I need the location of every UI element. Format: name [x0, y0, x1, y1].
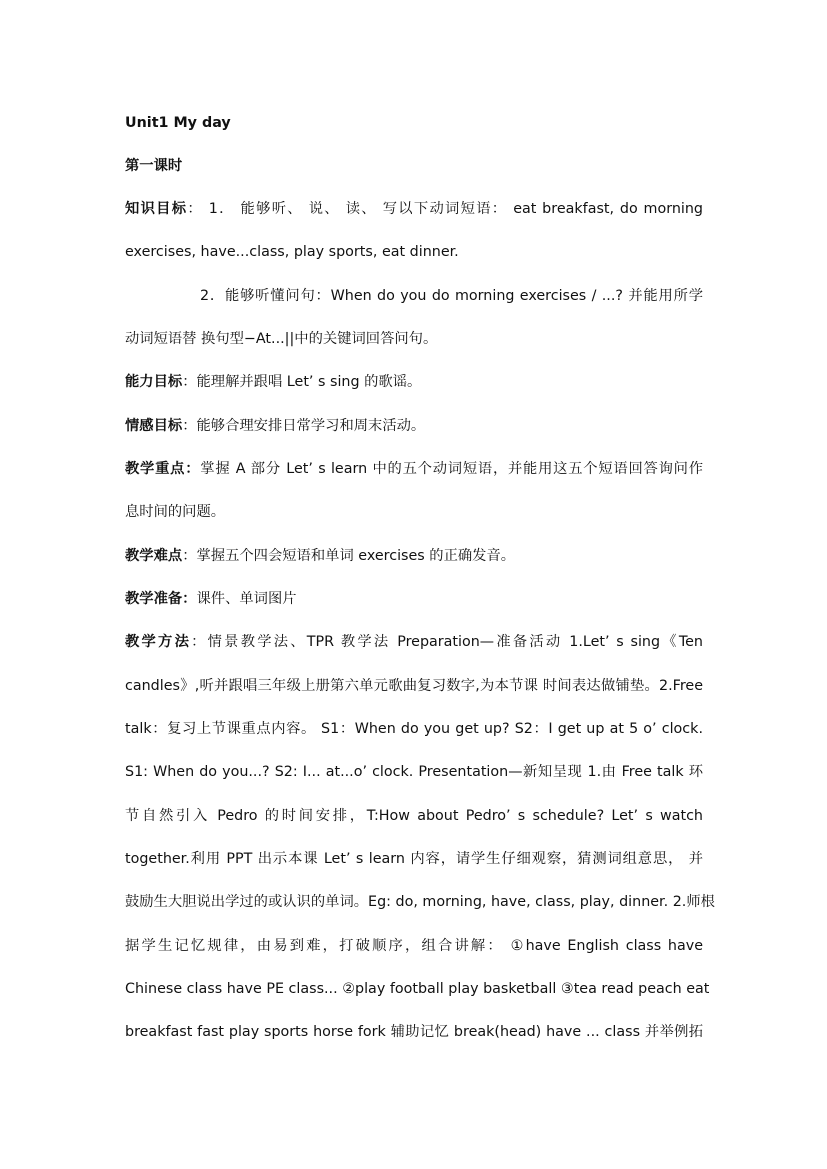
- teaching-difficulty-label: 教学难点: [125, 548, 183, 564]
- doc-title: Unit1 My day: [125, 115, 231, 131]
- method-body-line: Chinese class have PE class... ②play football play basketball ③tea read peach eat: [125, 981, 710, 997]
- knowledge-label: 知识目标: [125, 201, 188, 217]
- teaching-prep-text: 课件、单词图片: [196, 591, 297, 607]
- ability-text: ：能理解并跟唱 Let’ s sing 的歌谣。: [182, 374, 422, 390]
- teaching-method-text: ：情景教学法、TPR 教学法 Preparation—准备活动 1.Let’ s sing《Ten: [191, 634, 703, 650]
- teaching-method-label: 教学方法: [125, 634, 192, 650]
- knowledge-text: ： 1． 能够听、 说、 读、 写以下动词短语： eat breakfast, do morning: [187, 201, 704, 217]
- knowledge-line-3: 2．能够听懂问句：When do you do morning exercises / ...? 并能用所学: [200, 288, 703, 304]
- teaching-key-line: [125, 459, 703, 479]
- knowledge-line-2: exercises, have...class, play sports, eat dinner.: [125, 244, 459, 260]
- teaching-difficulty-line: [125, 546, 703, 566]
- emotion-objective-line: [125, 416, 703, 436]
- method-body-line: 据学生记忆规律，由易到难，打破顺序，组合讲解： ①have English class have: [125, 938, 703, 954]
- method-body-line: candles》,听并跟唱三年级上册第六单元歌曲复习数字,为本节课 时间表达做铺垫。2.Free: [125, 678, 703, 694]
- teaching-key-label: 教学重点：: [125, 461, 201, 477]
- teaching-key-line-2: 息时间的问题。: [125, 504, 226, 520]
- method-body-line: 鼓励生大胆说出学过的或认识的单词。Eg: do, morning, have, class, play, dinner. 2.师根: [125, 894, 715, 910]
- lesson-heading: 第一课时: [125, 158, 183, 174]
- emotion-text: ：能够合理安排日常学习和周末活动。: [182, 418, 426, 434]
- method-body-line: talk：复习上节课重点内容。 S1：When do you get up? S2：I get up at 5 o’ clock.: [125, 721, 703, 737]
- ability-label: 能力目标: [125, 374, 183, 390]
- knowledge-line-4: 动词短语替 换句型−At...||中的关键词回答问句。: [125, 331, 438, 347]
- method-body-line: together.利用 PPT 出示本课 Let’ s learn 内容，请学生仔细观察，猜测词组意思， 并: [125, 851, 703, 867]
- emotion-label: 情感目标: [125, 418, 183, 434]
- teaching-prep-line: [125, 589, 703, 609]
- teaching-prep-label: 教学准备：: [125, 591, 197, 607]
- method-body-line: breakfast fast play sports horse fork 辅助记忆 break(head) have ... class 并举例拓: [125, 1024, 703, 1040]
- ability-objective-line: [125, 372, 703, 392]
- teaching-difficulty-text: ：掌握五个四会短语和单词 exercises 的正确发音。: [182, 548, 516, 564]
- method-body-line: S1: When do you...? S2: I... at...o’ clock. Presentation—新知呈现 1.由 Free talk 环: [125, 764, 703, 780]
- teaching-method-line: [125, 632, 703, 652]
- teaching-key-text: 掌握 A 部分 Let’ s learn 中的五个动词短语，并能用这五个短语回答询问作: [200, 461, 703, 477]
- method-body-line: 节自然引入 Pedro 的时间安排，T:How about Pedro’ s schedule? Let’ s watch: [125, 808, 703, 824]
- knowledge-objective-line: [125, 199, 703, 219]
